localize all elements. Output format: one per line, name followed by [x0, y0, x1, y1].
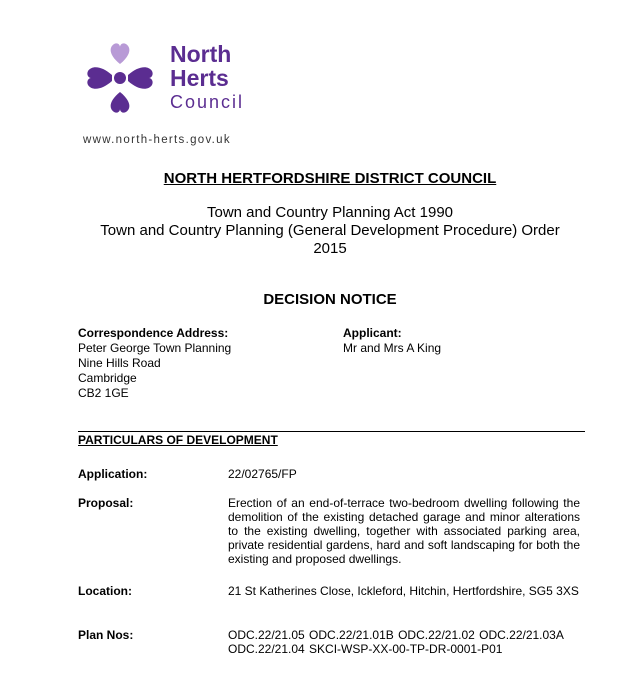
logo-word-council: Council: [170, 92, 245, 112]
proposal-value: Erection of an end-of-terrace two-bedroom dwelling following the demolition of the existing detached garage and minor alterations to the existing dwelling, together with associated parking area, private residential gardens, hard and soft landscaping for both the existing and proposed dwellings.: [228, 496, 580, 566]
decision-notice-title: DECISION NOTICE: [263, 291, 397, 308]
legislation-heading: [0, 204, 623, 258]
organisation-title: NORTH HERTFORDSHIRE DISTRICT COUNCIL: [163, 170, 497, 187]
logo-word-north: North: [170, 41, 232, 67]
applicant-label: Applicant:: [343, 326, 402, 340]
location-value: 21 St Katherines Close, Ickleford, Hitchin, Hertfordshire, SG5 3XS: [228, 584, 579, 598]
application-label: Application:: [78, 467, 148, 481]
address-line: Cambridge: [78, 371, 137, 385]
applicant-name: Mr and Mrs A King: [343, 341, 442, 355]
correspondence-address: [78, 326, 231, 401]
plan-nos-value: ODC.22/21.05 ODC.22/21.01B ODC.22/21.02 ODC.22/21.03A ODC.22/21.04 SKCI-WSP-XX-00-TP-DR-0001-P01: [228, 628, 564, 656]
applicant-block: [343, 326, 441, 356]
act-line: 2015: [313, 240, 347, 257]
address-line: Nine Hills Road: [78, 356, 161, 370]
section-divider: [78, 431, 585, 432]
council-logo-text: [170, 42, 244, 114]
application-value: 22/02765/FP: [228, 467, 297, 481]
proposal-label: Proposal:: [78, 496, 134, 510]
address-line: CB2 1GE: [78, 386, 129, 400]
particulars-heading: PARTICULARS OF DEVELOPMENT: [78, 433, 278, 447]
address-line: Peter George Town Planning: [78, 341, 232, 355]
location-label: Location:: [78, 584, 132, 598]
act-line: Town and Country Planning (General Development Procedure) Order: [100, 222, 560, 239]
logo-word-herts: Herts: [170, 65, 229, 91]
website-url: www.north-herts.gov.uk: [83, 134, 231, 146]
act-line: Town and Country Planning Act 1990: [207, 204, 453, 221]
plan-nos-label: Plan Nos:: [78, 628, 134, 642]
council-logo-mark: [80, 38, 160, 118]
correspondence-label: Correspondence Address:: [78, 326, 229, 340]
